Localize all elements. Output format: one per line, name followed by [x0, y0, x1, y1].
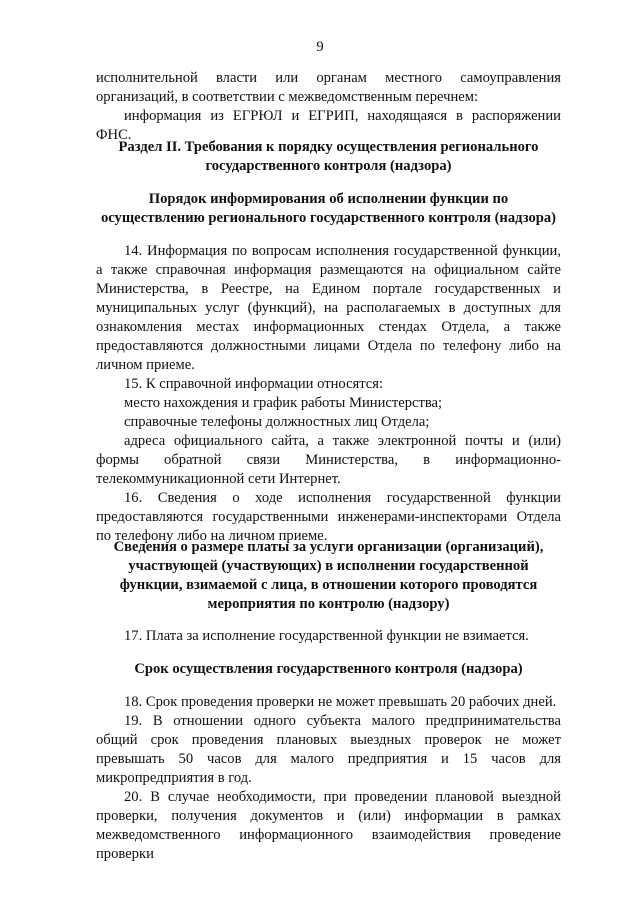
intro-paragraph: исполнительной власти или органам местного самоуправления организаций, в соответствии с межведомственным перечнем: [96, 70, 561, 105]
subsection-title-term [96, 660, 561, 679]
section-title [96, 138, 561, 176]
subsection-title-informing [96, 190, 561, 228]
page-number: 9 [316, 39, 324, 55]
paragraphs-18-20 [96, 693, 561, 864]
paragraphs-14-16 [96, 242, 561, 546]
paragraph-17-block [96, 627, 561, 646]
paragraph-16: 16. Сведения о ходе исполнения государственной функции предоставляются государственными инженерами-инспекторами Отдела по телефону либо на личном приеме. [96, 490, 561, 544]
paragraph-19: 19. В отношении одного субъекта малого предпринимательства общий срок проведения плановых выездных проверок не может превышать 50 часов для малого предприятия и 15 часов для микропредприятия в год. [96, 713, 561, 786]
subsection-title-fees [96, 538, 561, 614]
paragraph-17: 17. Плата за исполнение государственной функции не взимается. [124, 628, 529, 644]
subsection-heading: Срок осуществления государственного контроля (надзора) [134, 661, 523, 677]
paragraph-15-item: место нахождения и график работы Министерства; [124, 395, 443, 411]
intro-block [96, 69, 561, 145]
paragraph-15-item: справочные телефоны должностных лиц Отдела; [124, 414, 430, 430]
paragraph-15: 15. К справочной информации относятся: [124, 376, 384, 392]
intro-list-item: информация из ЕГРЮЛ и ЕГРИП, находящаяся в распоряжении ФНС. [96, 108, 561, 143]
section-heading: Раздел II. Требования к порядку осуществления регионального государственного контроля (надзора) [118, 139, 539, 174]
subsection-heading: Сведения о размере платы за услуги организации (организаций), участвующей (участвующих) в исполнении государственной функции, взимаемой с лица, в отношении которого проводятся мероприятия по контролю (надзору) [113, 539, 544, 612]
subsection-heading: Порядок информирования об исполнении функции по осуществлению регионального государственного контроля (надзора) [100, 191, 557, 226]
paragraph-18: 18. Срок проведения проверки не может превышать 20 рабочих дней. [124, 694, 557, 710]
paragraph-20: 20. В случае необходимости, при проведении плановой выездной проверки, получения документов и (или) информации в рамках межведомственного информационного взаимодействия проведение проверки [96, 789, 561, 862]
paragraph-15-item: адреса официального сайта, а также электронной почты и (или) формы обратной связи Министерства, в информационно-телекоммуникационной сети Интернет. [96, 433, 561, 487]
paragraph-14: 14. Информация по вопросам исполнения государственной функции, а также справочная информация размещаются на официальном сайте Министерства, в Реестре, на Едином портале государственных и муниципальных услуг (функций), на располагаемых в доступных для ознакомления местах информационных стендах Отдела, а также предоставляются должностными лицами Отдела по телефону либо на личном приеме. [96, 243, 561, 373]
